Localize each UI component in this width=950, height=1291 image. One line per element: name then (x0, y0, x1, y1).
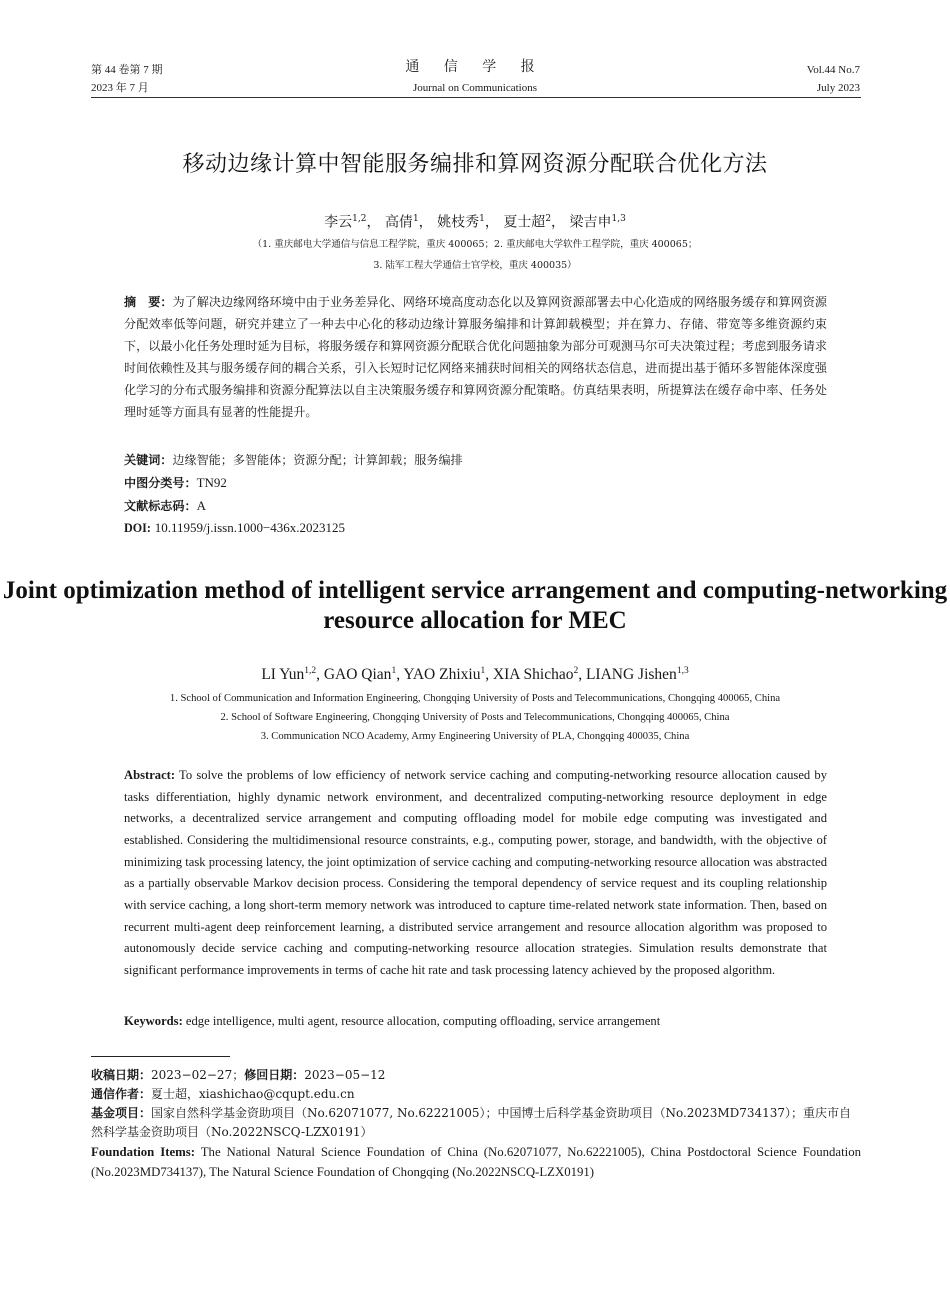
en-author: YAO Zhixiu (403, 666, 481, 684)
en-affiliation: 1. School of Communication and Information Engineering, Chongqing University of Posts and Telecommunications, Chongqing 400065, China (169, 693, 781, 704)
header-date-cn: 2023 年 7 月 (91, 82, 149, 94)
en-keywords-text: edge intelligence, multi agent, resource allocation, computing offloading, service arrangement (185, 1014, 661, 1028)
en-keywords (124, 1011, 827, 1031)
en-author-aff: 1,3 (676, 666, 689, 676)
corresponding-label: 通信作者： (91, 1087, 152, 1101)
cn-abstract (124, 292, 827, 423)
cn-keywords-label: 关键词： (124, 453, 173, 467)
cn-title: 移动边缘计算中智能服务编排和算网资源分配联合优化方法 (182, 152, 768, 177)
en-abstract-text: To solve the problems of low efficiency of network service caching and computing-networking resource allocation caused by tasks differentiation, highly dynamic network environment, and decentralized computing-networking resource deployment in edge networks, a decentralized service arrangement and computing offloading model for mobile edge computing was investigated and established. Considering the multidimensional resource constraints, e.g., computing power, storage, and bandwidth, with the objective of minimizing task processing latency, the joint optimization of service caching and computing-networking resource allocation was abstracted as a partially observable Markov decision process. Considering the temporal dependency of service request and its coupling relationship with service caching, a long short-term memory network was introduced to capture time-related network state information. Then, based on recurrent multi-agent deep reinforcement learning, a distributed service arrangement and resource allocation algorithm was proposed to autonomously decide service caching and computing-networking resource allocation strategies. Simulation results demonstrate that significant performance improvements in terms of cache hit rate and task processing latency achieved by the proposed algorithm. (124, 768, 828, 977)
en-affiliation: 2. School of Software Engineering, Chongqing University of Posts and Telecommunications, Chongqing 400065, China (220, 712, 730, 723)
cn-author: 姚枝秀 (437, 214, 480, 231)
doi-link[interactable]: 10.11959/j.issn.1000−436x.2023125 (154, 520, 346, 535)
en-abstract (124, 765, 827, 982)
cn-keywords-text: 边缘智能；多智能体；资源分配；计算卸载；服务编排 (172, 453, 463, 467)
header-journal-cn: 通 信 学 报 (405, 59, 545, 75)
funding-text: 国家自然科学基金资助项目（No.62071077, No.62221005）；中国博士后科学基金资助项目（No.2023MD734137）；重庆市自然科学基金资助项目（No.2022NSCQ-LZX0191） (91, 1106, 852, 1139)
footnote-dates (91, 1066, 861, 1085)
cn-author-aff: 1 (412, 214, 419, 224)
cn-author-aff: 1,2 (352, 214, 367, 224)
header-journal-en: Journal on Communications (412, 82, 538, 94)
cn-author-aff: 1,3 (611, 214, 626, 224)
cn-abstract-text: 为了解决边缘网络环境中由于业务差异化、网络环境高度动态化以及算网资源部署去中心化造成的网络服务缓存和算网资源分配效率低等问题，研究并建立了一种去中心化的移动边缘计算服务编排和计算卸载模型；并在算力、存储、带宽等多维资源约束下，以最小化任务处理时延为目标，将服务缓存和算网资源分配联合优化问题抽象为部分可观测马尔可夫决策过程；考虑到服务请求时间依赖性及其与服务缓存间的耦合关系，引入长短时记忆网络来捕获时间相关的网络状态信息，进而提出基于循环多智能体深度强化学习的分布式服务编排和资源分配算法以自主决策服务缓存和算网资源分配策略。仿真结果表明，所提算法在缓存命中率、任务处理时延等方面具有显著的性能提升。 (124, 295, 827, 419)
received-date: 2023−02−27； (151, 1068, 245, 1082)
en-authors (0, 661, 950, 685)
en-author-aff: 1 (391, 666, 397, 676)
cn-doc-code (124, 496, 827, 516)
en-author-sep: , (485, 666, 493, 684)
cn-author: 夏士超 (503, 214, 546, 231)
en-author-aff: 2 (573, 666, 579, 676)
footnote-rule (91, 1056, 230, 1057)
cn-clc-value: TN92 (196, 475, 227, 490)
cn-doc-code-value: A (196, 498, 206, 513)
cn-author-sep: ， (418, 214, 433, 231)
footnote-funding-en (91, 1143, 861, 1182)
en-keywords-label: Keywords: (124, 1014, 183, 1028)
en-author-sep: , (396, 666, 404, 684)
en-author-sep: , (316, 666, 324, 684)
received-label: 收稿日期： (91, 1068, 152, 1082)
cn-author-aff: 1 (479, 214, 485, 224)
en-author: LI Yun (261, 666, 305, 684)
header-rule (91, 97, 861, 98)
cn-doi (124, 518, 827, 538)
cn-keywords (124, 450, 827, 470)
footnote-corresponding (91, 1085, 861, 1104)
en-author: LIANG Jishen (585, 666, 677, 684)
funding-en-text: The National Natural Science Foundation of China (No.62071077, No.62221005), China Postdoctoral Science Foundation (No.2023MD734137), The Natural Science Foundation of Chongqing (No.2022NSCQ-LZX0191) (91, 1145, 861, 1179)
cn-abstract-label: 摘 要： (124, 295, 173, 309)
revised-label: 修回日期： (244, 1068, 305, 1082)
en-affiliation: 3. Communication NCO Academy, Army Engineering University of PLA, Chongqing 400035, China (260, 731, 690, 742)
cn-author-sep: ， (551, 214, 566, 231)
cn-author: 梁吉申 (569, 214, 612, 231)
funding-label: 基金项目： (91, 1106, 152, 1120)
header-date-en: July 2023 (816, 82, 860, 94)
en-author: XIA Shichao (492, 666, 574, 684)
en-author-sep: , (578, 666, 586, 684)
cn-author: 李云 (324, 214, 353, 231)
cn-author: 高倩 (384, 214, 413, 231)
header-volume: Vol.44 No.7 (806, 64, 860, 76)
cn-author-aff: 2 (545, 214, 552, 224)
funding-en-label: Foundation Items: (91, 1145, 196, 1159)
doi-label: DOI: (124, 521, 151, 535)
cn-clc (124, 473, 827, 493)
header-issue-cn: 第 44 卷第 7 期 (91, 64, 163, 76)
en-abstract-label: Abstract: (124, 768, 176, 782)
cn-author-sep: ， (484, 214, 499, 231)
en-author-aff: 1 (480, 666, 486, 676)
en-title: Joint optimization method of intelligent service arrangement and computing-networking resource allocation for MEC (2, 577, 948, 634)
en-author-aff: 1,2 (304, 666, 317, 676)
cn-authors (0, 209, 950, 233)
cn-affiliations-line1: （1. 重庆邮电大学通信与信息工程学院，重庆 400065；2. 重庆邮电大学软件工程学院，重庆 400065； (252, 239, 698, 250)
cn-affiliations-line2: 3. 陆军工程大学通信士官学校，重庆 400035） (373, 260, 577, 271)
cn-doc-code-label: 文献标志码： (124, 499, 197, 513)
en-author: GAO Qian (323, 666, 392, 684)
corresponding-author: 夏士超，xiashichao@cqupt.edu.cn (151, 1087, 355, 1101)
footnote-funding (91, 1104, 861, 1142)
cn-clc-label: 中图分类号： (124, 476, 197, 490)
revised-date: 2023−05−12 (304, 1068, 386, 1082)
cn-author-sep: ， (366, 214, 381, 231)
